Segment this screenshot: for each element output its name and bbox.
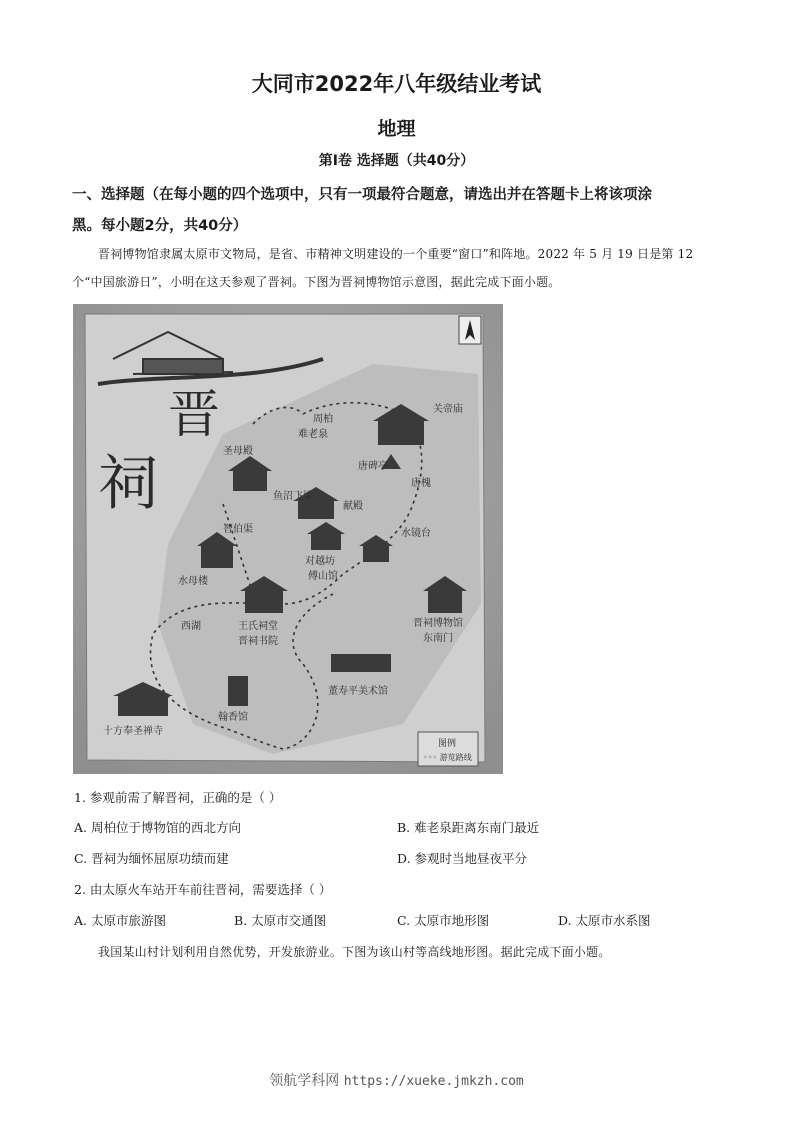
map-label-tanghuai: 唐槐 — [411, 478, 431, 489]
legend-title: 图例 — [438, 739, 457, 749]
instructions-line-2: 黑。每小题2分，共40分） — [72, 218, 248, 234]
hanxiang-hall-icon — [228, 676, 248, 706]
duiyue-fang-icon — [311, 532, 341, 550]
footer-url-link[interactable]: https://xueke.jmkzh.com — [343, 1074, 524, 1089]
q2-option-a: A. 太原市旅游图 — [74, 913, 166, 928]
map-label-guandi: 关帝庙 — [433, 404, 463, 415]
q2-option-d: D. 太原市水系图 — [558, 913, 651, 928]
map-label-duiyue: 对越坊 — [305, 556, 335, 567]
guandi-temple-icon — [378, 419, 424, 445]
map-label-shuijing: 水镜台 — [401, 528, 431, 539]
q1-option-c: C. 晋祠为缅怀屈原功绩而建 — [74, 851, 229, 866]
shuijing-stage-icon — [363, 544, 389, 562]
q1-option-b: B. 难老泉距离东南门最近 — [397, 820, 540, 835]
question-2-stem: 2. 由太原火车站开车前往晋祠，需要选择（ ） — [74, 882, 332, 897]
passage-jinci: 晋祠博物馆隶属太原市文物局，是省、市精神文明建设的一个重要“窗口”和阵地。2022 年 5 月 19 日是第 12 个“中国旅游日”，小明在这天参观了晋祠。下图为晋祠博物馆示意图，据此完成下面小题。 — [72, 247, 694, 289]
map-label-xihu: 西湖 — [181, 621, 201, 632]
map-label-yuzhao: 鱼沼飞梁 — [273, 491, 313, 502]
passage-mountain-village: 我国某山村计划利用自然优势，开发旅游业。下图为该山村等高线地形图。据此完成下面小题。 — [98, 945, 611, 959]
map-label-nanlaoquan: 难老泉 — [298, 429, 328, 440]
map-label-shifang: 十方奉圣禅寺 — [103, 726, 163, 737]
instructions — [72, 180, 732, 242]
map-calligraphy-jin: 晋 — [168, 385, 221, 445]
instructions-line-1: 一、选择题（在每小题的四个选项中，只有一项最符合题意，请选出并在答题卡上将该项涂 — [72, 187, 652, 203]
map-label-wangshi: 王氏祠堂 — [238, 621, 278, 632]
footer-site-name: 领航学科网 — [269, 1073, 340, 1089]
shifang-temple-icon — [118, 694, 168, 716]
shengmu-hall-icon — [233, 469, 267, 491]
section-heading: 第Ⅰ卷 选择题（共40分） — [318, 153, 475, 169]
xiandian-icon — [298, 499, 334, 519]
map-label-southeast-gate: 东南门 — [423, 633, 453, 644]
map-label-xiandian: 献殿 — [343, 501, 363, 512]
map-legend — [418, 732, 478, 766]
map-label-museum: 晋祠博物馆 — [413, 618, 463, 629]
legend-route: ◦◦◦ 游览路线 — [423, 753, 472, 762]
map-label-shengmu: 圣母殿 — [223, 446, 253, 457]
q1-option-d: D. 参观时当地昼夜平分 — [397, 851, 528, 866]
q2-option-b: B. 太原市交通图 — [234, 913, 327, 928]
q1-option-a: A. 周柏位于博物馆的西北方向 — [74, 820, 241, 835]
wangshi-hall-icon — [245, 589, 283, 613]
map-label-shuimu: 水母楼 — [178, 576, 208, 587]
map-label-tangbei: 唐碑亭 — [358, 461, 388, 472]
subject-title: 地理 — [377, 118, 416, 140]
jinci-museum-map — [73, 304, 503, 774]
map-label-zhibo: 智伯渠 — [223, 524, 253, 535]
map-label-hanxiang: 翰香馆 — [218, 712, 248, 723]
q2-option-c: C. 太原市地形图 — [397, 913, 490, 928]
map-label-art-gallery: 董寿平美术馆 — [328, 686, 388, 697]
museum-gate-icon — [428, 589, 462, 613]
map-label-fushan: 傅山馆 — [308, 571, 338, 582]
exam-title: 大同市2022年八年级结业考试 — [251, 72, 542, 96]
art-gallery-icon — [331, 654, 391, 672]
map-label-zhoubai: 周柏 — [313, 414, 333, 425]
map-label-shuyuan: 晋祠书院 — [238, 636, 278, 647]
question-1-stem: 1. 参观前需了解晋祠，正确的是（ ） — [74, 790, 282, 805]
north-arrow-icon — [459, 316, 481, 344]
shuimu-tower-icon — [201, 544, 233, 568]
page-footer — [0, 1070, 793, 1090]
map-calligraphy-ci: 祠 — [98, 449, 158, 519]
